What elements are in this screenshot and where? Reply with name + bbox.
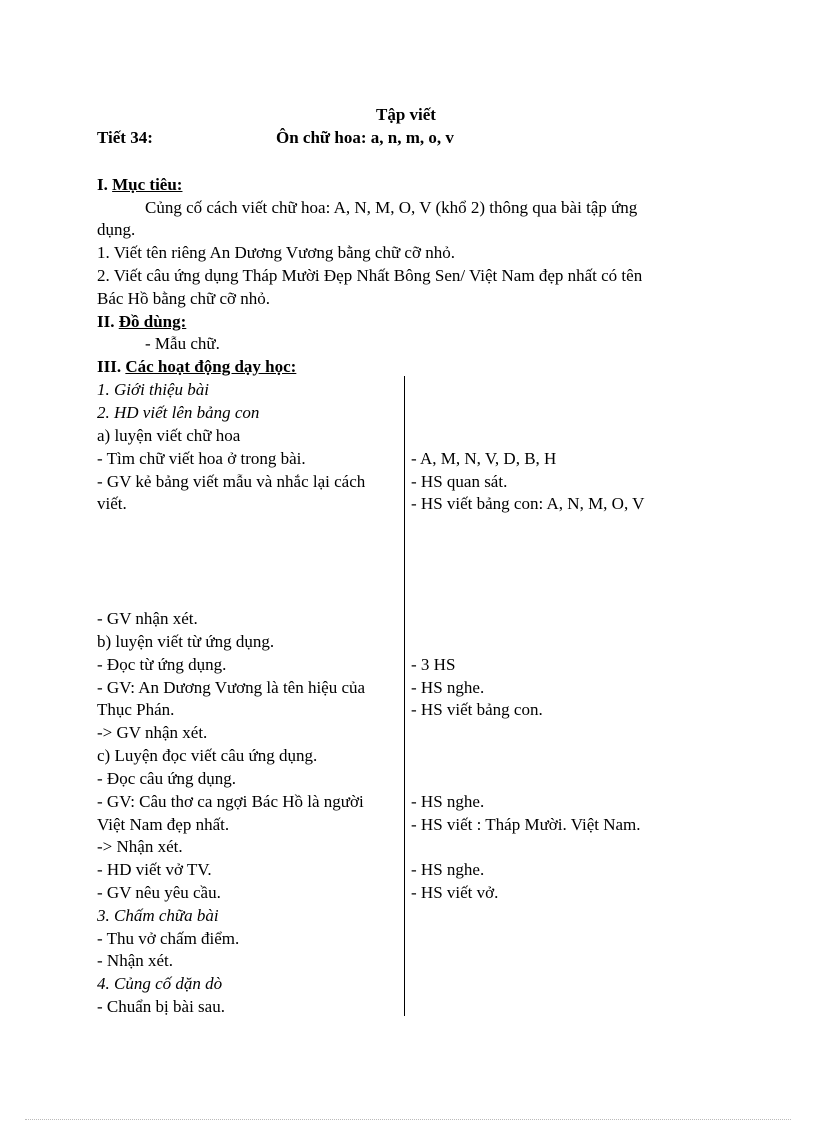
activity-left-20: 3. Chấm chữa bài [97,906,219,925]
column-divider [404,376,405,1016]
activity-left-8: b) luyện viết từ ứng dụng. [97,632,275,651]
activity-left-11: Thục Phán. [97,700,175,719]
activity-right-7: - HS nghe. [411,792,485,811]
activity-left-3: a) luyện viết chữ hoa [97,426,241,445]
section2-title: Đồ dùng: [118,312,187,331]
lesson-title: Ôn chữ hoa: a, n, m, o, v [276,128,454,147]
goal-item-2-line-1: 2. Viết câu ứng dụng Tháp Mười Đẹp Nhất Bông Sen/ Việt Nam đẹp nhất có tên [97,266,643,285]
activity-right-6: - HS viết bảng con. [411,700,543,719]
activity-left-18: - HD viết vở TV. [97,860,212,879]
activity-left-2: 2. HD viết lên bảng con [97,403,260,422]
activity-right-9: - HS nghe. [411,860,485,879]
activity-right-3: - HS viết bảng con: A, N, M, O, V [411,494,645,513]
activity-left-5: - GV kẻ bảng viết mẫu và nhắc lại cách [97,472,366,491]
lesson-number: Tiết 34: [97,128,153,147]
section1-number: I. [97,175,108,194]
activity-left-23: 4. Củng cố dặn dò [97,974,223,993]
subject-title: Tập viết [376,105,436,124]
section1-title: Mục tiêu: [112,175,183,194]
activity-left-21: - Thu vở chấm điểm. [97,929,240,948]
activity-right-2: - HS quan sát. [411,472,508,491]
activity-left-24: - Chuẩn bị bài sau. [97,997,225,1016]
goal-line-1: Củng cố cách viết chữ hoa: A, N, M, O, V (khổ 2) thông qua bài tập ứng [145,198,638,217]
activity-right-1: - A, M, N, V, D, B, H [411,449,557,468]
section3-title: Các hoạt động dạy học: [125,357,297,376]
activity-left-12: -> GV nhận xét. [97,723,208,742]
activity-right-8: - HS viết : Tháp Mười. Việt Nam. [411,815,641,834]
goal-line-2: dụng. [97,220,136,239]
activity-left-6: viết. [97,494,127,513]
materials-item: - Mẫu chữ. [145,334,220,353]
activity-left-17: -> Nhận xét. [97,837,183,856]
activity-right-5: - HS nghe. [411,678,485,697]
activity-left-1: 1. Giới thiệu bài [97,380,210,399]
activity-left-7: - GV nhận xét. [97,609,198,628]
section2-heading [97,312,186,332]
activity-right-10: - HS viết vở. [411,883,499,902]
activity-left-16: Việt Nam đẹp nhất. [97,815,230,834]
activity-right-4: - 3 HS [411,655,456,674]
page-bottom-border [25,1119,791,1120]
goal-item-1: 1. Viết tên riêng An Dương Vương bằng chữ cỡ nhỏ. [97,243,455,262]
activity-left-13: c) Luyện đọc viết câu ứng dụng. [97,746,318,765]
activity-left-9: - Đọc từ ứng dụng. [97,655,227,674]
activity-left-10: - GV: An Dương Vương là tên hiệu của [97,678,366,697]
activity-left-22: - Nhận xét. [97,951,174,970]
section3-number: III. [97,357,122,376]
activity-left-14: - Đọc câu ứng dụng. [97,769,237,788]
section2-number: II. [97,312,115,331]
section3-heading [97,357,296,377]
activity-left-4: - Tìm chữ viết hoa ở trong bài. [97,449,306,468]
section1-heading [97,175,182,195]
goal-item-2-line-2: Bác Hồ bằng chữ cỡ nhỏ. [97,289,271,308]
activity-left-19: - GV nêu yêu cầu. [97,883,221,902]
activity-left-15: - GV: Câu thơ ca ngợi Bác Hồ là người [97,792,364,811]
